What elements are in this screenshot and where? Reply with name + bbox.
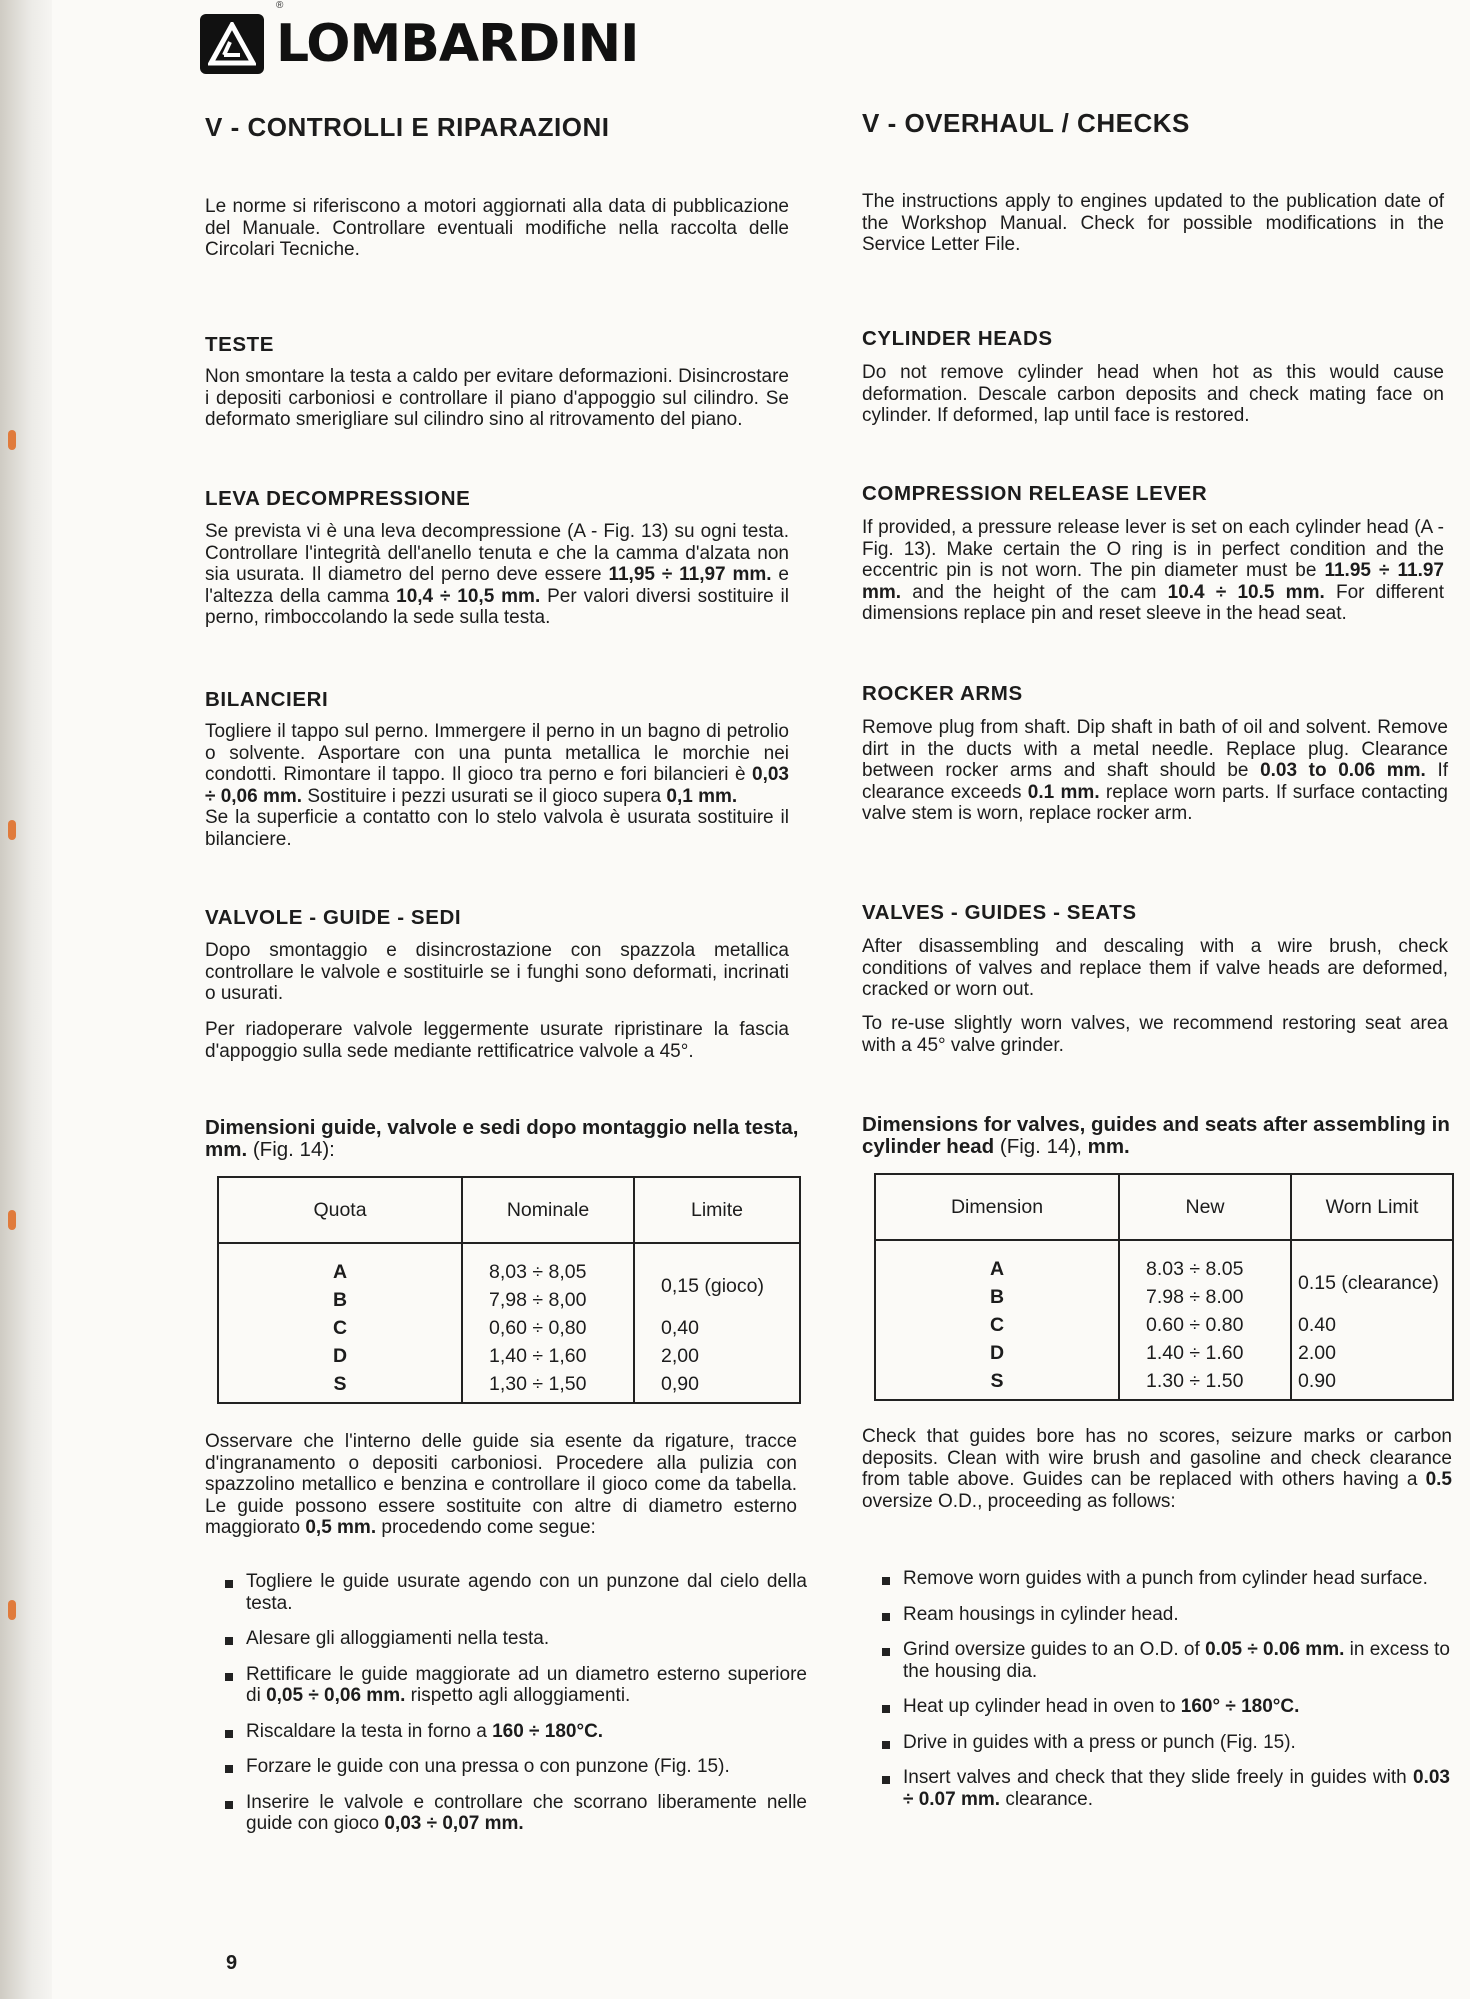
binding-ring — [8, 1600, 16, 1620]
column-header-quota: Quota — [218, 1177, 462, 1243]
dimensions-table-it — [217, 1176, 801, 1404]
list-item: Togliere le guide usurate agendo con un punzone dal cielo della testa. — [223, 1571, 807, 1614]
brand-name: LOMBARDINI — [276, 14, 639, 74]
column-header-nominale: Nominale — [462, 1177, 634, 1243]
column-header-dimension: Dimension — [875, 1174, 1119, 1240]
text-teste: Non smontare la testa a caldo per evitare deformazioni. Disincrostare i depositi carboniosi e controllare il piano d'appoggio sul cilindro. Se deformato smerigliare sul cilindro sino al ritrovamento del piano. — [205, 366, 789, 430]
column-header-limite: Limite — [634, 1177, 800, 1243]
heading-bilancieri: BILANCIERI — [205, 688, 329, 711]
list-item: Alesare gli alloggiamenti nella testa. — [223, 1628, 807, 1650]
list-item: Forzare le guide con una pressa o con punzone (Fig. 15). — [223, 1756, 807, 1778]
list-item: Remove worn guides with a punch from cylinder head surface. — [880, 1568, 1450, 1590]
text-valvole-2: Per riadoperare valvole leggermente usurate ripristinare la fascia d'appoggio sulla sede mediante rettificatrice valvole a 45°. — [205, 1019, 789, 1062]
intro-it: Le norme si riferiscono a motori aggiornati alla data di pubblicazione del Manuale. Controllare eventuali modifiche nella raccolta delle Circolari Tecniche. — [205, 196, 789, 260]
lombardini-logo-icon — [200, 14, 264, 74]
heading-teste: TESTE — [205, 333, 275, 356]
list-item: Riscaldare la testa in forno a 160 ÷ 180°C. — [223, 1721, 807, 1743]
text-cylinder-heads: Do not remove cylinder head when hot as this would cause deformation. Descale carbon deposits and check mating face on cylinder. If deformed, lap until face is restored. — [862, 362, 1444, 426]
procedure-list-it — [223, 1571, 807, 1849]
worn-limit-cell: 0.15 (clearance) 0.40 2.00 0.90 — [1291, 1240, 1453, 1400]
heading-valvole: VALVOLE - GUIDE - SEDI — [205, 906, 462, 929]
page-number: 9 — [226, 1952, 238, 1974]
table-title-it: Dimensioni guide, valvole e sedi dopo montaggio nella testa, mm. (Fig. 14): — [205, 1116, 799, 1161]
heading-leva: LEVA DECOMPRESSIONE — [205, 487, 471, 510]
list-item: Inserire le valvole e controllare che scorrano liberamente nelle guide con gioco 0,03 ÷ 0,07 mm. — [223, 1792, 807, 1835]
brand-logo — [200, 14, 639, 74]
page-binding-edge — [0, 0, 52, 1999]
heading-rocker-arms: ROCKER ARMS — [862, 682, 1023, 705]
list-item: Heat up cylinder head in oven to 160° ÷ 180°C. — [880, 1696, 1450, 1718]
section-title-en: V - OVERHAUL / CHECKS — [862, 108, 1190, 138]
text-bilancieri: Togliere il tappo sul perno. Immergere il perno in un bagno di petrolio o solvente. Asportare con una punta metallica le morchie nei condotti. Rimontare il tappo. Il gioco tra perno e fori bilancieri è 0,03 ÷ 0,06 mm. Sostituire i pezzi usurati se il gioco supera 0,1 mm. Se la superficie a contatto con lo stelo valvola è usurata sostituire il bilanciere. — [205, 721, 789, 850]
registered-mark: ® — [276, 0, 284, 11]
list-item: Insert valves and check that they slide freely in guides with 0.03 ÷ 0.07 mm. clearance. — [880, 1767, 1450, 1810]
list-item: Ream housings in cylinder head. — [880, 1604, 1450, 1626]
text-valves-2: To re-use slightly worn valves, we recommend restoring seat area with a 45° valve grinder. — [862, 1013, 1448, 1056]
section-title-it: V - CONTROLLI E RIPARAZIONI — [205, 112, 610, 142]
text-after-table-en: Check that guides bore has no scores, seizure marks or carbon deposits. Clean with wire brush and gasoline and check clearance from table above. Guides can be replaced with others having a 0.5 oversize O.D., proceeding as follows: — [862, 1426, 1452, 1512]
dimension-cell: A B C D S — [875, 1240, 1119, 1400]
text-rocker-arms: Remove plug from shaft. Dip shaft in bath of oil and solvent. Remove dirt in the ducts with a metal needle. Replace plug. Clearance between rocker arms and shaft should be 0.03 to 0.06 mm. If clearance exceeds 0.1 mm. replace worn parts. If surface contacting valve stem is worn, replace rocker arm. — [862, 717, 1449, 824]
nominale-cell: 8,03 ÷ 8,05 7,98 ÷ 8,00 0,60 ÷ 0,80 1,40 ÷ 1,60 1,30 ÷ 1,50 — [462, 1243, 634, 1403]
list-item: Grind oversize guides to an O.D. of 0.05 ÷ 0.06 mm. in excess to the housing dia. — [880, 1639, 1450, 1682]
list-item: Drive in guides with a press or punch (Fig. 15). — [880, 1732, 1450, 1754]
heading-cylinder-heads: CYLINDER HEADS — [862, 327, 1053, 350]
table-title-en: Dimensions for valves, guides and seats after assembling in cylinder head (Fig. 14), mm. — [862, 1113, 1450, 1158]
binding-ring — [8, 820, 16, 840]
list-item: Rettificare le guide maggiorate ad un diametro esterno superiore di 0,05 ÷ 0,06 mm. rispetto agli alloggiamenti. — [223, 1664, 807, 1707]
heading-valves: VALVES - GUIDES - SEATS — [862, 901, 1137, 924]
procedure-list-en — [880, 1568, 1450, 1824]
column-header-new: New — [1119, 1174, 1291, 1240]
text-after-table-it: Osservare che l'interno delle guide sia esente da rigature, tracce d'ingranamento o depositi carboniosi. Procedere alla pulizia con spazzolino metallico e benzina e controllare il gioco come da tabella. Le guide possono essere sostituite con altre di diametro esterno maggiorato 0,5 mm. procedendo come segue: — [205, 1431, 797, 1538]
dimensions-table-en — [874, 1173, 1454, 1401]
new-cell: 8.03 ÷ 8.05 7.98 ÷ 8.00 0.60 ÷ 0.80 1.40 ÷ 1.60 1.30 ÷ 1.50 — [1119, 1240, 1291, 1400]
quota-cell: A B C D S — [218, 1243, 462, 1403]
binding-ring — [8, 1210, 16, 1230]
limite-cell: 0,15 (gioco) 0,40 2,00 0,90 — [634, 1243, 800, 1403]
text-leva: Se prevista vi è una leva decompressione (A - Fig. 13) su ogni testa. Controllare l'integrità dell'anello tenuta e che la camma d'alzata non sia usurata. Il diametro del perno deve essere 11,95 ÷ 11,97 mm. e l'altezza della camma 10,4 ÷ 10,5 mm. Per valori diversi sostituire il perno, rimboccolando la sede sulla testa. — [205, 521, 789, 628]
text-valves-1: After disassembling and descaling with a wire brush, check conditions of valves and replace them if valve heads are deformed, cracked or worn out. — [862, 936, 1448, 1000]
column-header-worn-limit: Worn Limit — [1291, 1174, 1453, 1240]
heading-compression-release: COMPRESSION RELEASE LEVER — [862, 482, 1208, 505]
text-compression-release: If provided, a pressure release lever is set on each cylinder head (A - Fig. 13). Make certain the O ring is in perfect condition and the eccentric pin is not worn. The pin diameter must be 11.95 ÷ 11.97 mm. and the height of the cam 10.4 ÷ 10.5 mm. For different dimensions replace pin and reset sleeve in the head seat. — [862, 517, 1444, 624]
text-valvole-1: Dopo smontaggio e disincrostazione con spazzola metallica controllare le valvole e sostituirle se i funghi sono deformati, incrinati o usurati. — [205, 940, 789, 1004]
binding-ring — [8, 430, 16, 450]
intro-en: The instructions apply to engines updated to the publication date of the Workshop Manual. Check for possible modifications in the Service Letter File. — [862, 191, 1444, 255]
